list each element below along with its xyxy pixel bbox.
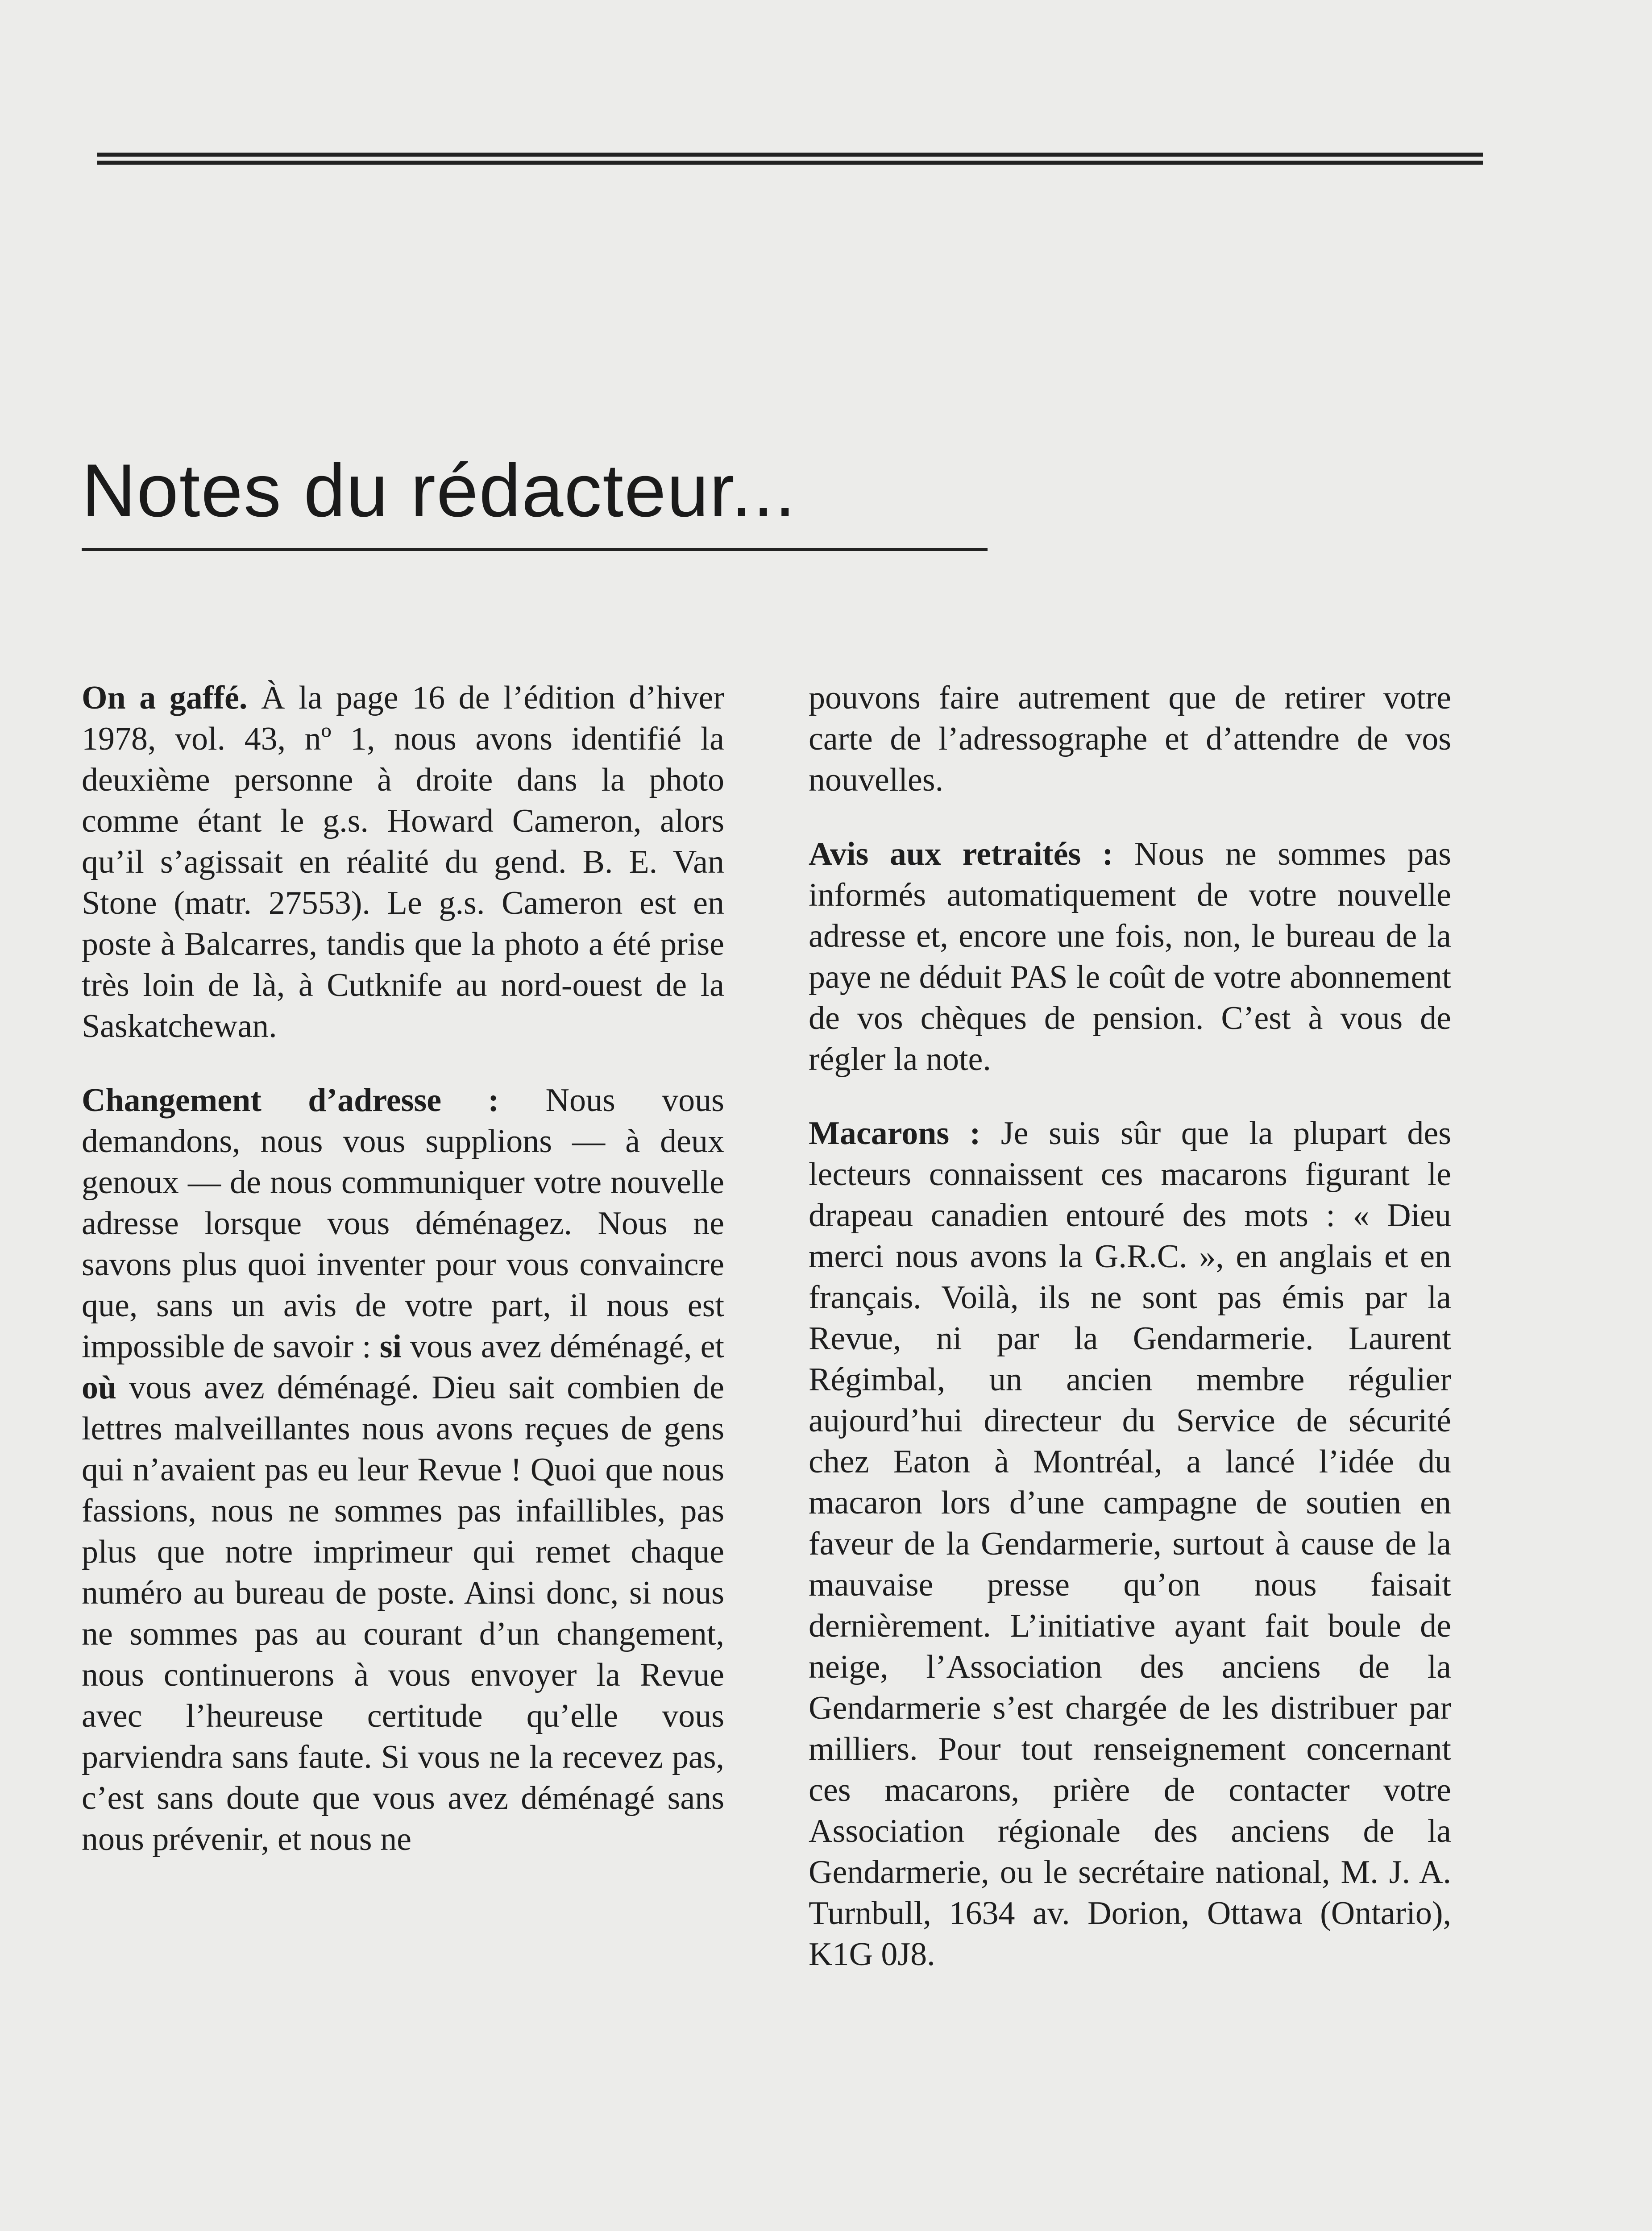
paragraph-changement-adresse — [82, 1080, 724, 1860]
paragraph-on-a-gaffe — [82, 677, 724, 1047]
paragraph-lead: Macarons : — [809, 1115, 981, 1152]
title-underline — [82, 548, 988, 551]
left-column — [82, 677, 724, 1893]
paragraph-text: Nous ne sommes pas informés automatiquement de votre nouvelle adresse et, encore une fois, non, le bureau de la paye ne déduit PAS le coût de votre abonnement de vos chèques de pension. C’est à vous de régler la note. — [809, 836, 1451, 1078]
paragraph-macarons — [809, 1113, 1451, 1975]
paragraph-continuation — [809, 677, 1451, 800]
paragraph-lead: On a gaffé. — [82, 680, 248, 716]
paragraph-lead: Avis aux retraités : — [809, 836, 1113, 872]
paragraph-avis-retraites — [809, 834, 1451, 1080]
paragraph-text: Nous vous demandons, nous vous supplions — à deux genoux — de nous communiquer votre nouvelle adresse lorsque vous déménagez. Nous ne savons plus quoi inventer pour vous convaincre que, sans un avis de votre part, il nous est impossible de savoir : — [82, 1082, 724, 1365]
top-double-rule — [97, 153, 1483, 165]
paragraph-text: Je suis sûr que la plupart des lecteurs connaissent ces macarons figurant le drapeau canadien entouré des mots : « Dieu merci nous avons la G.R.C. », en anglais et en français. Voilà, ils ne sont pas émis par la Revue, ni par la Gendarmerie. Laurent Régimbal, un ancien membre régulier aujourd’hui directeur du Service de sécurité chez Eaton à Montréal, a lancé l’idée du macaron lors d’une campagne de soutien en faveur de la Gendarmerie, surtout à cause de la mauvaise presse qu’on nous faisait dernièrement. L’initiative ayant fait boule de neige, l’Association des anciens de la Gendarmerie s’est chargée de les distribuer par milliers. Pour tout renseignement concernant ces macarons, prière de contacter votre Association régionale des anciens de la Gendarmerie, ou le secrétaire national, M. J. A. Turnbull, 1634 av. Dorion, Ottawa (Ontario), K1G 0J8. — [809, 1115, 1451, 1973]
paragraph-text: pouvons faire autrement que de retirer votre carte de l’adressographe et d’attendre de vos nouvelles. — [809, 680, 1451, 798]
emphasis-ou: où — [82, 1369, 117, 1406]
emphasis-si: si — [379, 1328, 402, 1365]
right-column — [809, 677, 1451, 2008]
paragraph-text: vous avez déménagé. Dieu sait combien de lettres malveillantes nous avons reçues de gens qui n’avaient pas eu leur Revue ! Quoi que nous fassions, nous ne sommes pas infaillibles, pas plus que notre imprimeur qui remet chaque numéro au bureau de poste. Ainsi donc, si nous ne sommes pas au courant d’un changement, nous continuerons à vous envoyer la Revue avec l’heureuse certitude qu’elle vous parviendra sans faute. Si vous ne la recevez pas, c’est sans doute que vous avez déménagé sans nous prévenir, et nous ne — [82, 1369, 724, 1858]
paragraph-text: vous avez déménagé, et — [402, 1328, 724, 1365]
page-title: Notes du rédacteur... — [82, 448, 797, 532]
paragraph-lead: Changement d’adresse : — [82, 1082, 499, 1119]
paragraph-text: À la page 16 de l’édition d’hiver 1978, vol. 43, nº 1, nous avons identifié la deuxième personne à droite dans la photo comme étant le g.s. Howard Cameron, alors qu’il s’agissait en réalité du gend. B. E. Van Stone (matr. 27553). Le g.s. Cameron est en poste à Balcarres, tandis que la photo a été prise très loin de là, à Cutknife au nord-ouest de la Saskatchewan. — [82, 680, 724, 1045]
